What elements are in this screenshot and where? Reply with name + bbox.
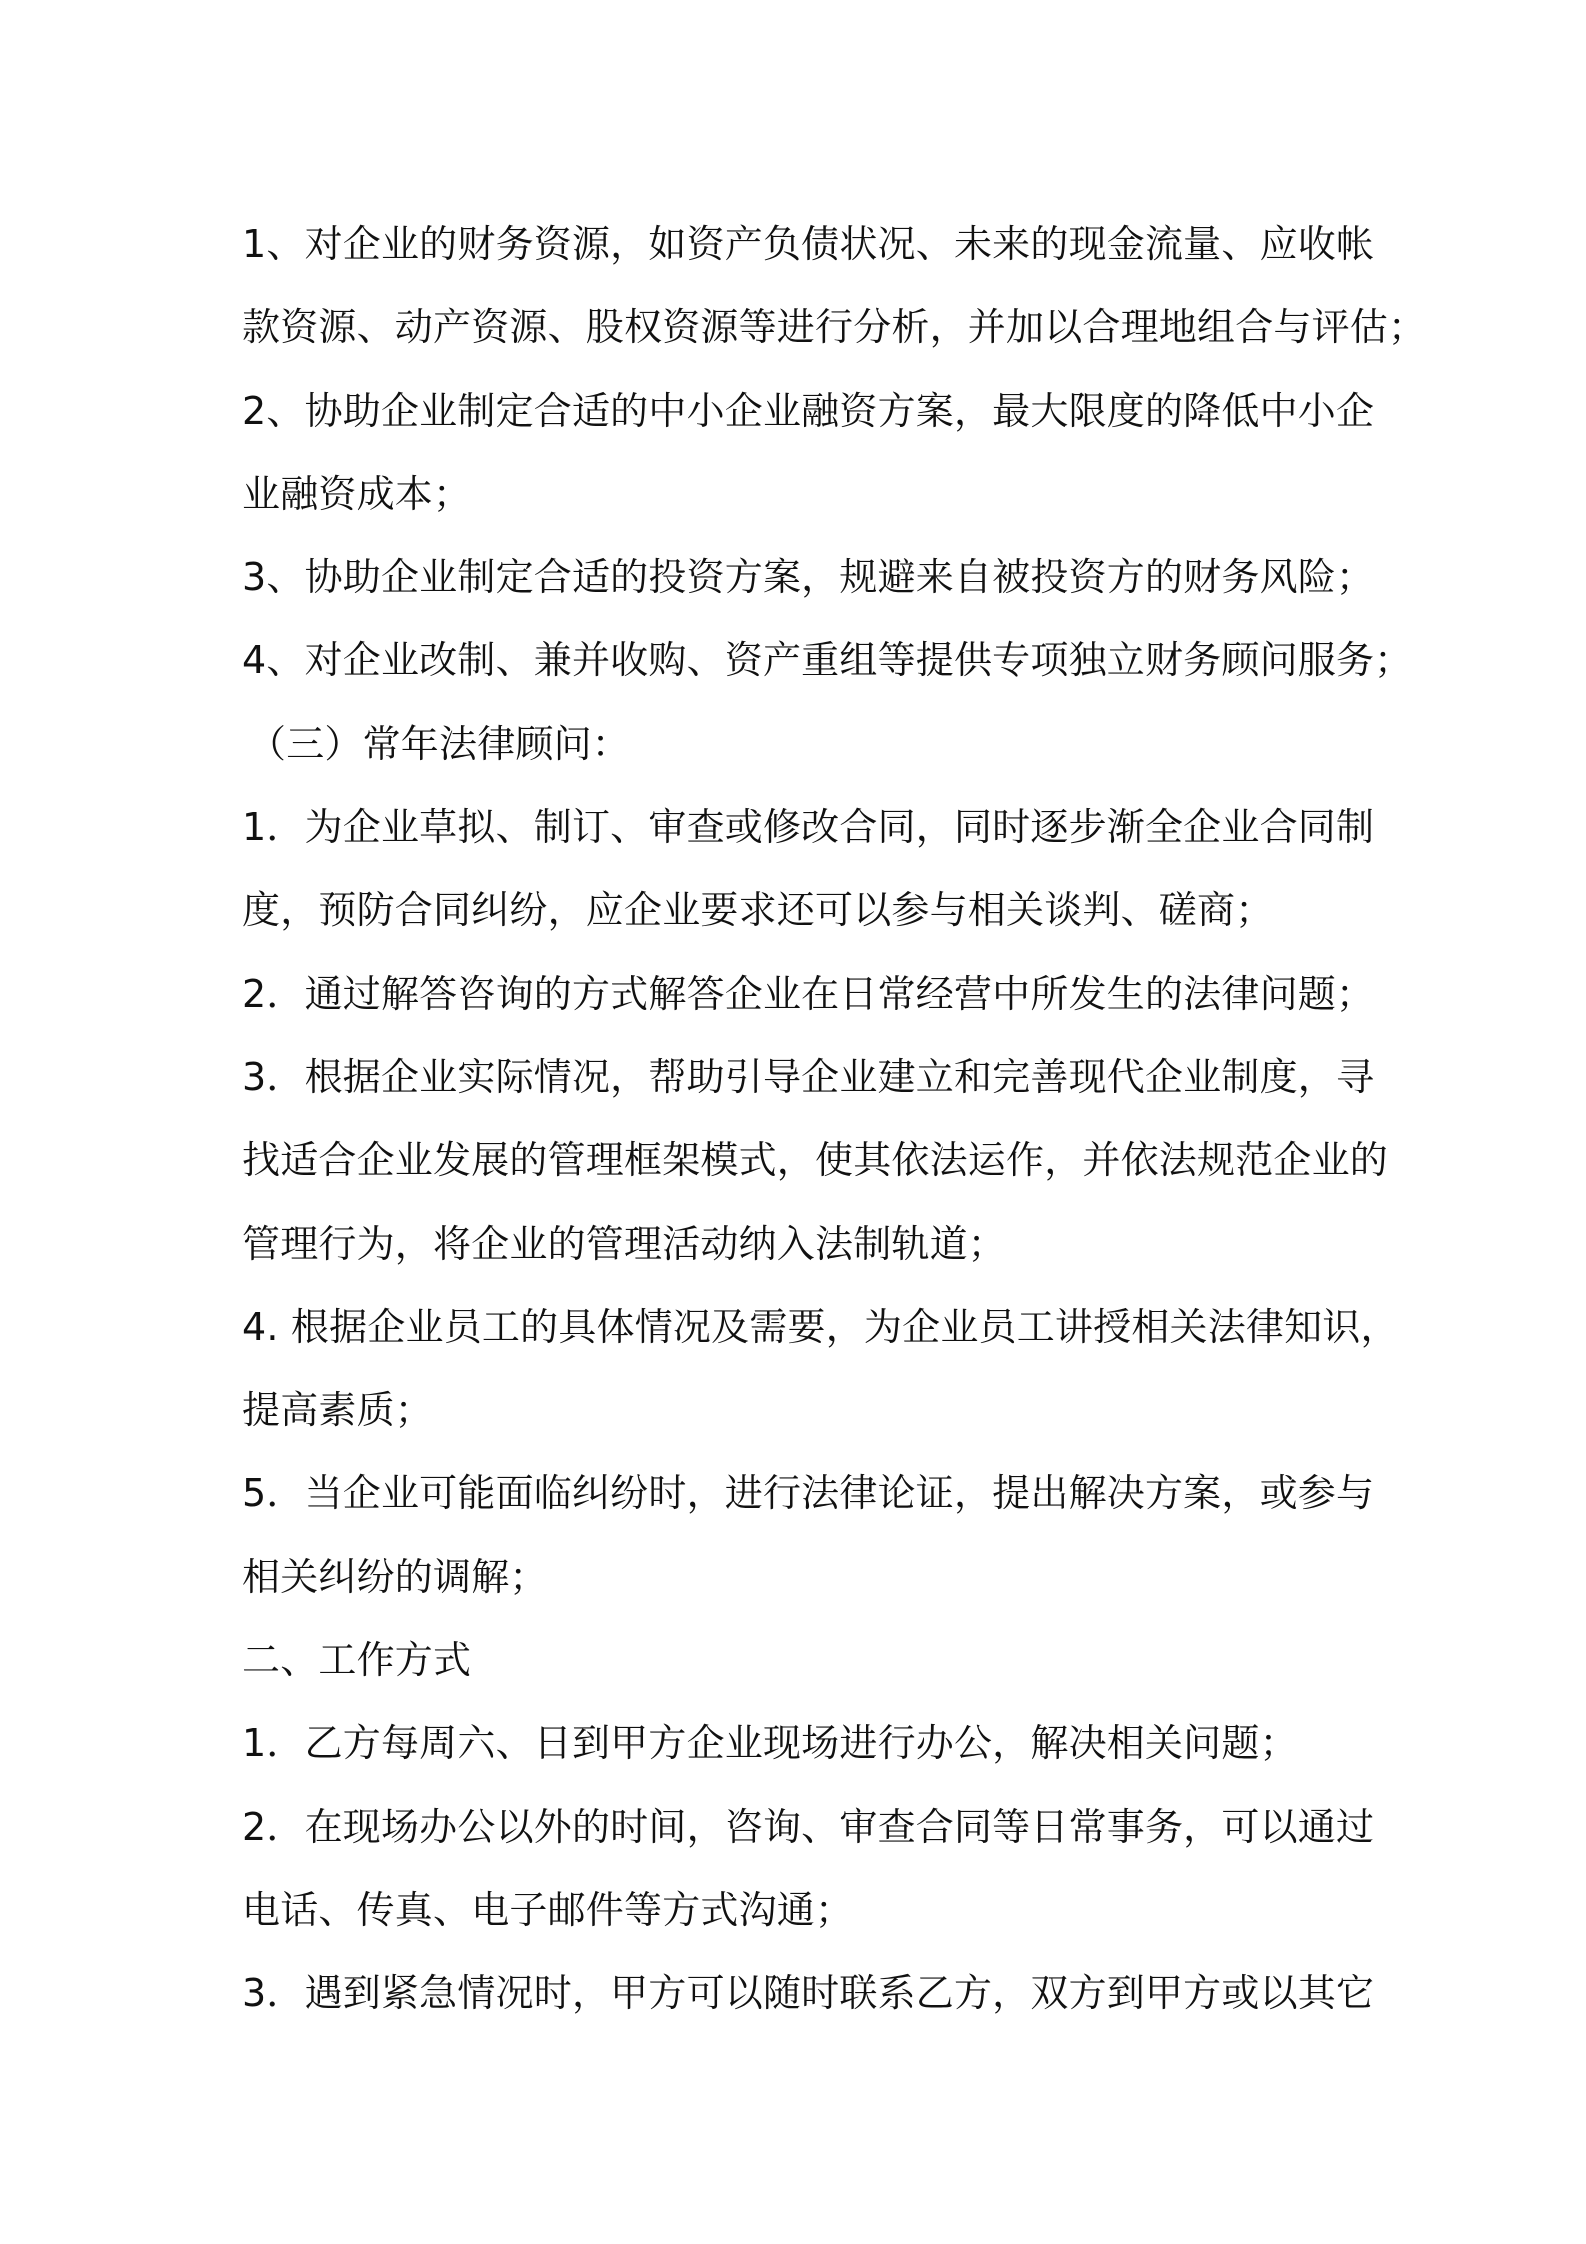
text-line-11: 3．根据企业实际情况，帮助引导企业建立和完善现代企业制度，寻 bbox=[242, 1054, 1375, 1099]
text-line-14: 4. 根据企业员工的具体情况及需要，为企业员工讲授相关法律知识， bbox=[242, 1304, 1399, 1349]
text-line-13: 管理行为，将企业的管理活动纳入法制轨道； bbox=[242, 1221, 1007, 1266]
text-line-12: 找适合企业发展的管理框架模式，使其依法运作，并依法规范企业的 bbox=[242, 1138, 1389, 1183]
text-line-21: 电话、传真、电子邮件等方式沟通； bbox=[242, 1887, 854, 1932]
section-heading-legal-advisor: （三）常年法律顾问： bbox=[248, 721, 631, 766]
text-line-15: 提高素质； bbox=[242, 1388, 434, 1433]
text-line-10: 2．通过解答咨询的方式解答企业在日常经营中所发生的法律问题； bbox=[242, 971, 1375, 1016]
text-line-4: 业融资成本； bbox=[242, 471, 472, 516]
section-heading-work-method: 二、工作方式 bbox=[242, 1638, 472, 1683]
text-line-1: 1、对企业的财务资源，如资产负债状况、未来的现金流量、应收帐 bbox=[242, 222, 1375, 266]
text-line-3: 2、协助企业制定合适的中小企业融资方案，最大限度的降低中小企 bbox=[242, 388, 1375, 433]
text-line-6: 4、对企业改制、兼并收购、资产重组等提供专项独立财务顾问服务； bbox=[242, 638, 1413, 683]
text-line-17: 相关纠纷的调解； bbox=[242, 1554, 548, 1599]
text-line-9: 度，预防合同纠纷，应企业要求还可以参与相关谈判、磋商； bbox=[242, 888, 1274, 933]
text-line-22: 3．遇到紧急情况时，甲方可以随时联系乙方，双方到甲方或以其它 bbox=[242, 1971, 1375, 2016]
document-body bbox=[242, 203, 1427, 2036]
text-line-20: 2．在现场办公以外的时间，咨询、审查合同等日常事务，可以通过 bbox=[242, 1804, 1375, 1849]
text-line-8: 1．为企业草拟、制订、审查或修改合同，同时逐步渐全企业合同制 bbox=[242, 805, 1375, 850]
text-line-2: 款资源、动产资源、股权资源等进行分析，并加以合理地组合与评估； bbox=[242, 305, 1427, 350]
text-line-5: 3、协助企业制定合适的投资方案，规避来自被投资方的财务风险； bbox=[242, 555, 1375, 600]
text-line-19: 1．乙方每周六、日到甲方企业现场进行办公，解决相关问题； bbox=[242, 1721, 1298, 1766]
text-line-16: 5．当企业可能面临纠纷时，进行法律论证，提出解决方案，或参与 bbox=[242, 1471, 1375, 1516]
